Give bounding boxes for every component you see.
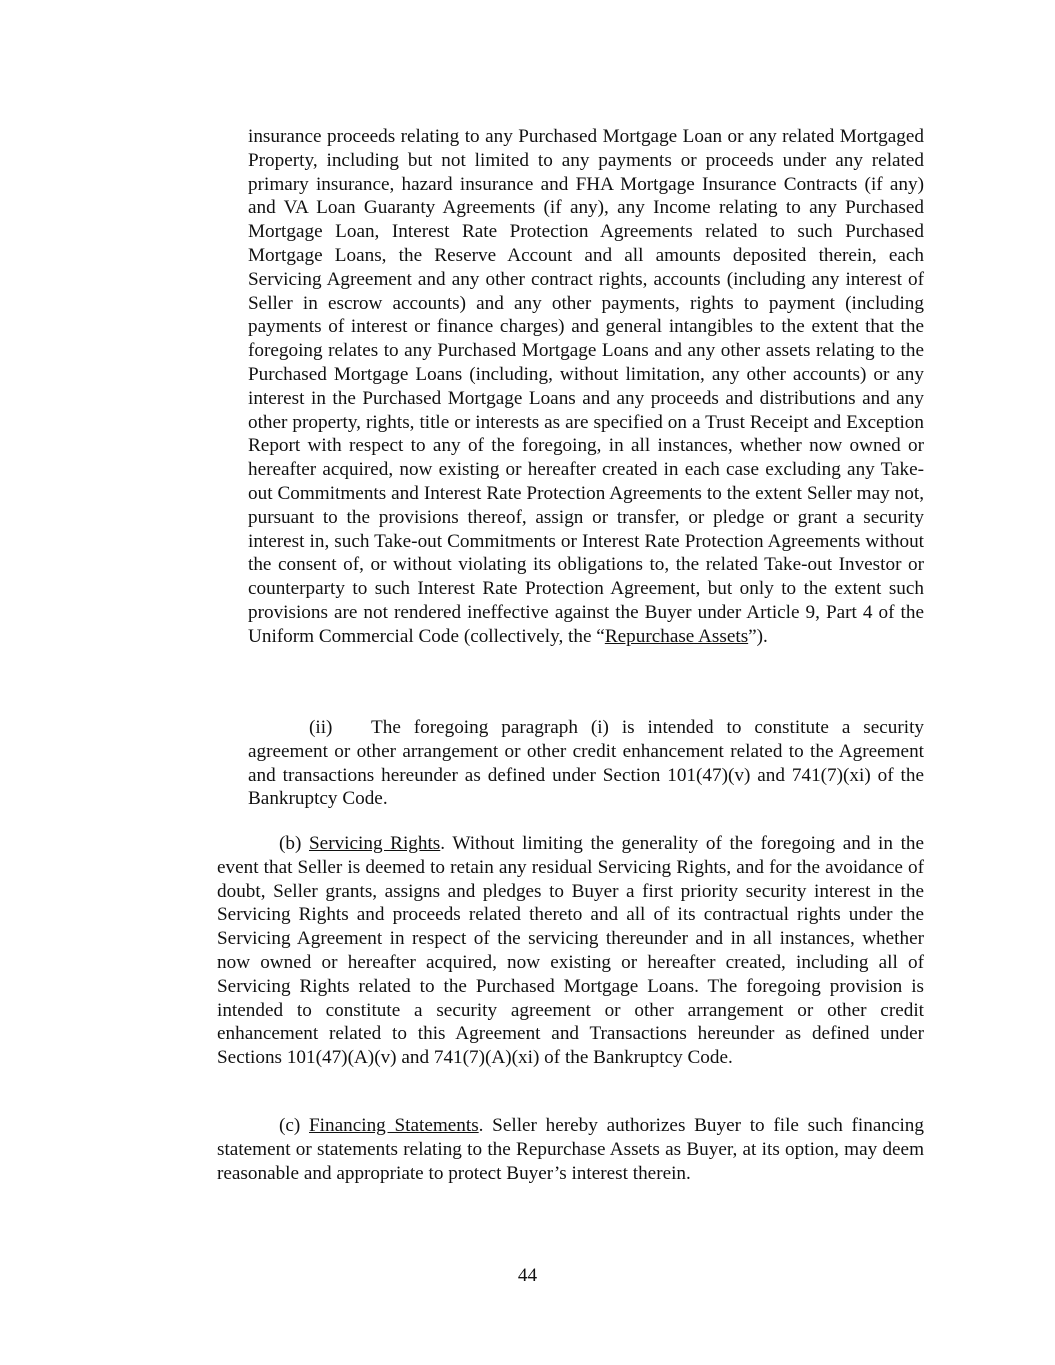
paragraph-a-continuation — [248, 125, 924, 649]
page-number: 44 — [517, 1265, 538, 1286]
paragraph-a-closing: ”). — [748, 625, 768, 647]
paragraph-ii-label: (ii) — [309, 717, 333, 738]
paragraph-b — [217, 832, 924, 1070]
paragraph-b-heading: Servicing Rights — [309, 833, 441, 854]
paragraph-c — [217, 1114, 924, 1185]
defined-term-repurchase-assets: Repurchase Assets — [604, 625, 749, 647]
paragraph-c-heading: Financing Statements — [309, 1115, 479, 1136]
paragraph-c-body: . Seller hereby authorizes Buyer to file such financing statement or statements relating to the Repurchase Assets as Buyer, at its option, may deem reasonable and appropriate to protect Buyer’s interest therein. — [217, 1115, 924, 1184]
paragraph-ii — [248, 716, 924, 811]
paragraph-c-label: (c) — [279, 1115, 301, 1136]
paragraph-a-body: insurance proceeds relating to any Purchased Mortgage Loan or any related Mortgaged Property, including but not limited to any payments or proceeds under any related primary insurance, hazard insurance and FHA Mortgage Insurance Contracts (if any) and VA Loan Guaranty Agreements (if any), any Income relating to any Purchased Mortgage Loan, Interest Rate Protection Agreements related to such Purchased Mortgage Loans, the Reserve Account and all amounts deposited therein, each Servicing Agreement and any other contract rights, accounts (including any interest of Seller in escrow accounts) and any other payments, rights to payment (including payments of interest or finance charges) and general intangibles to the extent that the foregoing relates to any Purchased Mortgage Loans and any other assets relating to the Purchased Mortgage Loans (including, without limitation, any other accounts) or any interest in the Purchased Mortgage Loans and any proceeds and distributions and any other property, rights, title or interests as are specified on a Trust Receipt and Exception Report with respect to any of the foregoing, in all instances, whether now owned or hereafter acquired, now existing or hereafter created in each case excluding any Take-out Commitments and Interest Rate Protection Agreements to the extent Seller may not, pursuant to the provisions thereof, assign or transfer, or pledge or grant a security interest in, such Take-out Commitments or Interest Rate Protection Agreements without the consent of, or without violating its obligations to, the related Take-out Investor or counterparty to such Interest Rate Protection Agreement, but only to the extent such provisions are not rendered ineffective against the Buyer under Article 9, Part 4 of the Uniform Commercial Code (collectively, the “ — [248, 126, 924, 647]
paragraph-b-label: (b) — [279, 833, 302, 854]
paragraph-b-body: . Without limiting the generality of the foregoing and in the event that Seller is deemed to retain any residual Servicing Rights, and for the avoidance of doubt, Seller grants, assigns and pledges to Buyer a first priority security interest in the Servicing Rights and proceeds related thereto and all of its contractual rights under the Servicing Agreement in respect of the servicing thereunder and in all instances, whether now owned or hereafter acquired, now existing or hereafter created, including all of Servicing Rights related to the Purchased Mortgage Loans. The foregoing provision is intended to constitute a security agreement or other arrangement or other credit enhancement related to this Agreement and Transactions hereunder as defined under Sections 101(47)(A)(v) and 741(7)(A)(xi) of the Bankruptcy Code. — [217, 833, 925, 1069]
paragraph-ii-body: The foregoing paragraph (i) is intended to constitute a security agreement or other arrangement or other credit enhancement related to the Agreement and transactions hereunder as defined under Section 101(47)(v) and 741(7)(xi) of the Bankruptcy Code. — [248, 717, 924, 810]
